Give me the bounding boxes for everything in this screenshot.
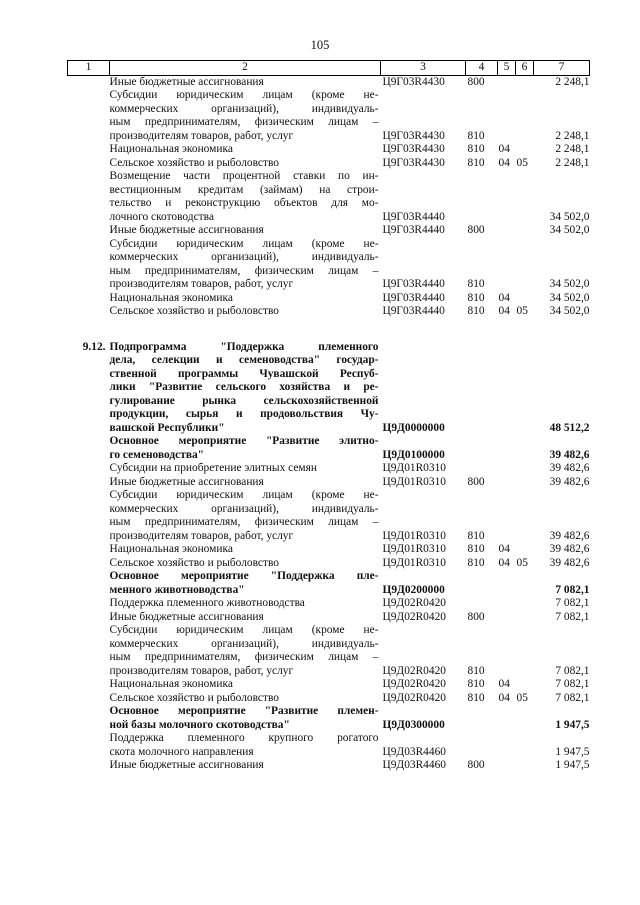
section-cell — [498, 224, 516, 238]
item-name-line: ной базы молочного скотоводства" — [109, 718, 290, 731]
expense-type-cell: 800 — [467, 610, 485, 623]
section-cell — [498, 611, 516, 625]
item-name-line: вашской Республики" — [109, 421, 225, 434]
section-cell — [498, 732, 516, 759]
amount-cell: 39 482,6 — [549, 543, 590, 555]
spacer-cell — [68, 319, 590, 341]
item-name-cell — [110, 75, 381, 89]
table-row — [68, 238, 590, 292]
item-number-cell — [68, 692, 110, 706]
amount-cell: 34 502,0 — [549, 224, 590, 236]
item-name-line: лочного скотоводства — [109, 210, 214, 223]
item-number-cell — [68, 597, 110, 611]
subsection-cell — [516, 611, 534, 625]
subsection-cell: 05 — [516, 305, 528, 317]
subsection-cell — [516, 678, 534, 692]
item-name-line: ным предпринимателям, физическим лицам – — [109, 516, 379, 528]
amount-cell: 39 482,6 — [549, 462, 590, 474]
item-number-cell: 9.12. — [82, 340, 106, 353]
section-cell: 04 — [498, 678, 510, 690]
item-name-cell — [110, 157, 381, 171]
section-cell: 04 — [498, 156, 510, 169]
section-cell — [498, 462, 516, 476]
target-code-cell: Ц9Г03R4440 — [382, 291, 445, 304]
expense-type-cell: 810 — [467, 305, 485, 317]
table-row — [68, 476, 590, 490]
item-name-line: скота молочного направления — [109, 745, 254, 758]
item-name-line: Сельское хозяйство и рыболовство — [109, 305, 279, 317]
expense-type-cell: 810 — [467, 278, 485, 290]
item-name-line: производителям товаров, работ, услуг — [109, 129, 294, 142]
section-cell — [498, 597, 516, 611]
subsection-cell — [516, 435, 534, 462]
amount-cell: 39 482,6 — [549, 529, 590, 542]
item-name-line: Сельское хозяйство и рыболовство — [109, 156, 279, 169]
item-name-cell — [110, 224, 381, 238]
section-cell — [498, 759, 516, 773]
amount-cell: 2 248,1 — [555, 129, 590, 142]
subsection-cell — [516, 341, 534, 436]
subsection-cell — [516, 476, 534, 490]
item-name-cell — [110, 543, 381, 557]
table-row — [68, 170, 590, 224]
expense-type-cell: 810 — [467, 143, 485, 155]
target-code-cell: Ц9Д03R4460 — [382, 745, 446, 758]
column-header: 5 — [498, 61, 516, 76]
target-code-cell: Ц9Д0100000 — [382, 448, 445, 461]
target-code-cell: Ц9Г03R4430 — [382, 75, 445, 88]
subsection-cell — [516, 489, 534, 543]
target-code-cell: Ц9Д02R0420 — [382, 664, 446, 677]
item-number-cell — [68, 435, 110, 462]
target-code-cell: Ц9Д02R0420 — [382, 678, 446, 690]
column-header: 4 — [466, 61, 498, 76]
item-name-cell — [110, 170, 381, 224]
amount-cell: 2 248,1 — [555, 143, 590, 155]
expense-type-cell: 800 — [467, 224, 485, 236]
subsection-cell — [516, 624, 534, 678]
expense-type-cell — [466, 732, 498, 759]
item-name-line: Основное мероприятие "Поддержка пле- — [109, 570, 379, 582]
item-name-cell — [110, 759, 381, 773]
section-cell: 04 — [498, 543, 510, 555]
item-number-cell — [68, 305, 110, 319]
target-code-cell: Ц9Г03R4440 — [382, 278, 445, 290]
subsection-cell — [516, 89, 534, 143]
item-name-line: Субсидии юридическим лицам (кроме не- — [109, 89, 379, 101]
table-row — [68, 143, 590, 157]
section-cell — [498, 170, 516, 224]
section-cell — [498, 476, 516, 490]
subsection-cell — [516, 143, 534, 157]
subsection-cell — [516, 170, 534, 224]
table-row — [68, 759, 590, 773]
subsection-cell — [516, 759, 534, 773]
target-code-cell: Ц9Д01R0310 — [382, 543, 446, 555]
amount-cell: 7 082,1 — [555, 597, 590, 609]
amount-cell: 39 482,6 — [549, 556, 590, 569]
amount-cell: 1 947,5 — [555, 745, 590, 758]
amount-cell: 1 947,5 — [555, 718, 590, 731]
item-name-line: коммерческих организаций), индивидуаль- — [109, 502, 379, 515]
column-header: 7 — [534, 61, 590, 76]
section-cell — [498, 435, 516, 462]
subsection-cell — [516, 732, 534, 759]
target-code-cell: Ц9Д01R0310 — [382, 529, 446, 542]
section-cell: 04 — [498, 305, 510, 317]
item-name-line: менного животноводства" — [109, 583, 245, 596]
item-name-line: Иные бюджетные ассигнования — [109, 75, 264, 88]
amount-cell: 34 502,0 — [549, 291, 590, 304]
table-row — [68, 557, 590, 571]
item-name-cell — [110, 476, 381, 490]
expense-type-cell: 810 — [467, 129, 485, 142]
table-row — [68, 597, 590, 611]
subsection-cell — [516, 75, 534, 89]
item-number-cell — [68, 678, 110, 692]
target-code-cell: Ц9Г03R4430 — [382, 143, 445, 155]
item-name-line: Национальная экономика — [109, 543, 233, 555]
subsection-cell — [516, 597, 534, 611]
table-row — [68, 624, 590, 678]
item-name-cell — [110, 89, 381, 143]
item-name-line: ным предпринимателям, физическим лицам – — [109, 651, 379, 663]
item-name-line: го семеноводства" — [109, 448, 204, 461]
expense-type-cell — [466, 170, 498, 224]
expense-type-cell: 810 — [467, 556, 485, 569]
amount-cell: 34 502,0 — [549, 278, 590, 290]
section-cell — [498, 570, 516, 597]
section-cell — [498, 89, 516, 143]
item-number-cell — [68, 292, 110, 306]
item-number-cell — [68, 238, 110, 292]
subsection-cell — [516, 292, 534, 306]
subsection-cell — [516, 238, 534, 292]
target-code-cell: Ц9Д02R0420 — [382, 610, 446, 623]
spacer-row — [68, 319, 590, 341]
item-name-line: Субсидии юридическим лицам (кроме не- — [109, 624, 379, 636]
amount-cell: 39 482,6 — [549, 448, 590, 461]
item-name-line: Национальная экономика — [109, 143, 233, 155]
item-number-cell — [68, 224, 110, 238]
expense-type-cell: 800 — [467, 759, 485, 771]
target-code-cell: Ц9Д01R0310 — [382, 462, 446, 474]
expense-type-cell: 800 — [467, 75, 485, 88]
item-name-line: производителям товаров, работ, услуг — [109, 664, 294, 677]
subsection-cell — [516, 462, 534, 476]
item-number-cell — [68, 624, 110, 678]
target-code-cell: Ц9Д01R0310 — [382, 556, 446, 569]
item-name-cell — [110, 732, 381, 759]
expense-type-cell: 810 — [467, 156, 485, 169]
item-number-cell — [68, 543, 110, 557]
table-row — [68, 224, 590, 238]
expense-type-cell: 800 — [467, 475, 485, 488]
expense-type-cell — [466, 597, 498, 611]
amount-cell: 39 482,6 — [549, 475, 590, 488]
item-name-line: дела, селекции и семеноводства" государ- — [109, 354, 379, 366]
item-name-line: Субсидии на приобретение элитных семян — [109, 462, 317, 474]
item-name-cell — [110, 341, 381, 436]
subsection-cell — [516, 570, 534, 597]
item-name-cell — [110, 611, 381, 625]
target-code-cell: Ц9Д0300000 — [382, 718, 445, 731]
table-row — [68, 678, 590, 692]
item-name-line: Возмещение части процентной ставки по ин- — [109, 170, 379, 182]
amount-cell: 2 248,1 — [555, 156, 590, 169]
section-cell — [498, 489, 516, 543]
table-row — [68, 292, 590, 306]
item-number-cell — [68, 570, 110, 597]
target-code-cell: Ц9Д03R4460 — [382, 759, 446, 771]
item-number-cell — [68, 170, 110, 224]
item-number-cell — [68, 75, 110, 89]
column-header: 6 — [516, 61, 534, 76]
target-code-cell: Ц9Д0000000 — [382, 421, 445, 434]
item-name-cell — [110, 462, 381, 476]
expense-type-cell — [466, 570, 498, 597]
item-name-line: ственной программы Чувашской Респуб- — [109, 367, 379, 380]
item-number-cell — [68, 611, 110, 625]
expense-type-cell: 810 — [467, 678, 485, 690]
item-name-cell — [110, 557, 381, 571]
item-name-cell — [110, 624, 381, 678]
section-cell: 04 — [498, 291, 510, 304]
section-cell — [498, 624, 516, 678]
item-name-line: Поддержка племенного крупного рогатого — [109, 732, 379, 744]
item-name-line: ным предпринимателям, физическим лицам – — [109, 116, 379, 128]
subsection-cell — [516, 705, 534, 732]
table-header-row — [68, 61, 590, 76]
item-name-line: Подпрограмма "Поддержка племенного — [109, 340, 379, 353]
target-code-cell: Ц9Г03R4430 — [382, 156, 445, 169]
item-name-line: Иные бюджетные ассигнования — [109, 610, 264, 623]
target-code-cell: Ц9Г03R4440 — [382, 210, 445, 223]
expense-type-cell: 810 — [467, 291, 485, 304]
item-number-cell — [68, 89, 110, 143]
item-number-cell — [68, 732, 110, 759]
item-name-cell — [110, 489, 381, 543]
section-cell — [498, 75, 516, 89]
item-name-cell — [110, 570, 381, 597]
item-name-line: Основное мероприятие "Развитие племен- — [109, 705, 379, 717]
section-cell — [498, 705, 516, 732]
item-name-cell — [110, 143, 381, 157]
table-row — [68, 705, 590, 732]
subsection-cell — [516, 543, 534, 557]
table-row — [68, 305, 590, 319]
target-code-cell: Ц9Д0200000 — [382, 583, 445, 596]
item-name-line: Основное мероприятие "Развитие элитно- — [109, 435, 379, 447]
item-name-line: продукции, сырья и продовольствия Чу- — [109, 408, 379, 420]
section-cell — [498, 341, 516, 436]
item-number-cell — [68, 157, 110, 171]
item-name-line: ным предпринимателям, физическим лицам – — [109, 264, 379, 277]
table-row — [68, 570, 590, 597]
item-name-line: коммерческих организаций), индивидуаль- — [109, 251, 379, 263]
item-name-line: Иные бюджетные ассигнования — [109, 759, 264, 771]
subsection-cell — [516, 224, 534, 238]
page-number: 105 — [310, 38, 330, 52]
expense-type-cell: 810 — [467, 691, 485, 704]
item-number-cell — [68, 476, 110, 490]
item-name-cell — [110, 435, 381, 462]
table-row — [68, 489, 590, 543]
expense-type-cell: 810 — [467, 543, 485, 555]
column-header: 1 — [68, 61, 110, 76]
target-code-cell: Ц9Д02R0420 — [382, 691, 446, 704]
amount-cell: 1 947,5 — [555, 759, 590, 771]
item-name-line: Национальная экономика — [109, 291, 233, 304]
target-code-cell: Ц9Д01R0310 — [382, 475, 446, 488]
table-row — [68, 462, 590, 476]
amount-cell: 34 502,0 — [549, 305, 590, 317]
table-row — [68, 157, 590, 171]
table-row — [68, 341, 590, 436]
amount-cell: 7 082,1 — [555, 610, 590, 623]
amount-cell: 7 082,1 — [555, 583, 590, 596]
item-name-cell — [110, 692, 381, 706]
expense-type-cell — [466, 341, 498, 436]
target-code-cell: Ц9Д02R0420 — [382, 597, 446, 609]
expense-type-cell — [466, 462, 498, 476]
item-number-cell — [68, 143, 110, 157]
amount-cell: 7 082,1 — [555, 678, 590, 690]
item-name-cell — [110, 292, 381, 306]
table-row — [68, 543, 590, 557]
item-name-line: коммерческих организаций), индивидуаль- — [109, 102, 379, 115]
amount-cell: 7 082,1 — [555, 691, 590, 704]
item-name-cell — [110, 305, 381, 319]
item-name-cell — [110, 705, 381, 732]
amount-cell: 48 512,2 — [549, 421, 590, 434]
table-row — [68, 732, 590, 759]
item-name-line: Сельское хозяйство и рыболовство — [109, 691, 279, 704]
item-name-line: Субсидии юридическим лицам (кроме не- — [109, 237, 379, 250]
table-row — [68, 611, 590, 625]
item-name-line: Сельское хозяйство и рыболовство — [109, 556, 279, 569]
section-cell: 04 — [498, 556, 510, 569]
item-name-line: вестиционным кредитам (займам) на строи- — [109, 183, 379, 196]
section-cell: 04 — [498, 691, 510, 704]
item-name-cell — [110, 597, 381, 611]
item-name-line: Национальная экономика — [109, 678, 233, 690]
amount-cell: 2 248,1 — [555, 75, 590, 88]
section-cell — [498, 238, 516, 292]
budget-table — [67, 60, 590, 773]
expense-type-cell — [466, 705, 498, 732]
subsection-cell: 05 — [516, 156, 528, 169]
item-name-line: Иные бюджетные ассигнования — [109, 475, 264, 488]
item-name-cell — [110, 238, 381, 292]
table-row — [68, 89, 590, 143]
item-number-cell — [68, 489, 110, 543]
expense-type-cell: 810 — [467, 664, 485, 677]
item-name-line: коммерческих организаций), индивидуаль- — [109, 637, 379, 650]
item-name-line: Субсидии юридическим лицам (кроме не- — [109, 489, 379, 501]
item-name-cell — [110, 678, 381, 692]
table-row — [68, 692, 590, 706]
target-code-cell: Ц9Г03R4440 — [382, 305, 445, 317]
item-name-line: гулирование рынка сельскохозяйственной — [109, 394, 379, 407]
item-name-line: производителям товаров, работ, услуг — [109, 278, 294, 290]
item-name-line: Иные бюджетные ассигнования — [109, 224, 264, 236]
item-name-line: Поддержка племенного животноводства — [109, 597, 305, 609]
item-number-cell — [68, 462, 110, 476]
item-number-cell — [68, 759, 110, 773]
item-number-cell — [68, 557, 110, 571]
expense-type-cell: 810 — [467, 529, 485, 542]
item-name-line: лики "Развитие сельского хозяйства и ре- — [109, 381, 379, 393]
item-name-line: тельство и реконструкцию объектов для мо- — [109, 197, 379, 209]
table-row — [68, 75, 590, 89]
expense-type-cell — [466, 435, 498, 462]
target-code-cell: Ц9Г03R4430 — [382, 129, 445, 142]
item-number-cell — [68, 705, 110, 732]
subsection-cell: 05 — [516, 556, 528, 569]
amount-cell: 7 082,1 — [555, 664, 590, 677]
column-header: 3 — [381, 61, 466, 76]
amount-cell: 34 502,0 — [549, 210, 590, 223]
item-name-line: производителям товаров, работ, услуг — [109, 529, 294, 542]
column-header: 2 — [110, 61, 381, 76]
section-cell: 04 — [498, 143, 510, 155]
subsection-cell: 05 — [516, 691, 528, 704]
target-code-cell: Ц9Г03R4440 — [382, 224, 445, 236]
table-row — [68, 435, 590, 462]
